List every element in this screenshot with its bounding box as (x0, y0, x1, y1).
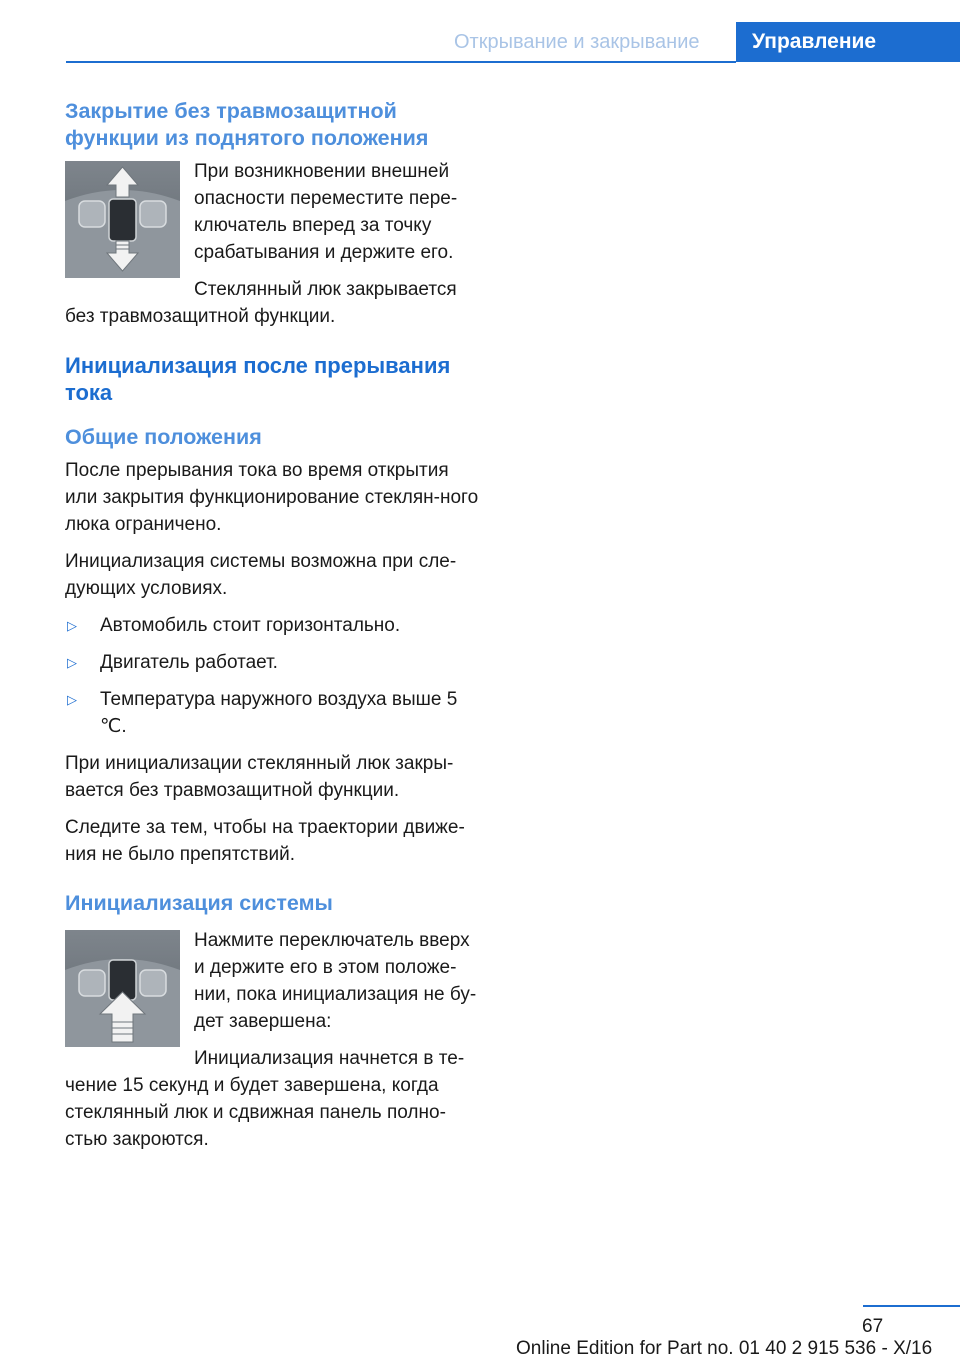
header-divider (66, 61, 736, 63)
edition-footer: Online Edition for Part no. 01 40 2 915 536 - X/16 (516, 1338, 933, 1359)
switch-up-drawing (65, 930, 180, 1047)
paragraph-general-4: Следите за тем, чтобы на траектории движе-ния не было препятствий. (65, 817, 465, 865)
triangle-bullet-icon: ▷ (67, 618, 77, 633)
paragraph-general-2: Инициализация системы возможна при сле-дующих условиях. (65, 551, 457, 599)
page-number: 67 (862, 1316, 884, 1337)
switch-forward-drawing (65, 161, 180, 278)
paragraph-general-1: После прерывания тока во время открытия или закрытия функционирование стеклян-ного люка ограничено. (65, 460, 479, 535)
paragraph-general-3: При инициализации стеклянный люк закры-вается без травмозащитной функции. (65, 753, 454, 801)
conditions-list (65, 612, 480, 740)
switch-up-illustration (65, 930, 180, 1047)
paragraph-close-no-protection-2: Стеклянный люк закрывается без травмозащитной функции. (65, 279, 457, 327)
header-chapter-tab: Управление (736, 22, 960, 62)
heading-general: Общие положения (65, 425, 262, 449)
triangle-bullet-icon: ▷ (67, 655, 77, 670)
main-column (65, 98, 480, 1153)
triangle-bullet-icon: ▷ (67, 692, 77, 707)
list-item: ▷ Двигатель работает. (65, 649, 480, 676)
footer-divider (863, 1305, 960, 1307)
header-section-title: Открывание и закрывание (454, 31, 700, 53)
heading-close-without-protection: Закрытие без травмозащитной функции из поднятого положения (65, 99, 429, 150)
paragraph-close-no-protection-1: При возникновении внешней опасности переместите пере-ключатель вперед за точку срабатывания и держите его. (194, 161, 458, 263)
paragraph-system-init-1: Нажмите переключатель вверх и держите его в этом положе-нии, пока инициализация не бу-дет завершена: (194, 930, 477, 1032)
switch-forward-illustration (65, 161, 180, 278)
heading-init-after-power-loss: Инициализация после прерывания тока (65, 353, 451, 405)
list-item: ▷ Температура наружного воздуха выше 5 ℃. (65, 686, 480, 740)
paragraph-system-init-2: Инициализация начнется в те-чение 15 секунд и будет завершена, когда стеклянный люк и сдвижная панель полно-стью закроются. (65, 1048, 465, 1150)
heading-system-init: Инициализация системы (65, 891, 333, 915)
list-item: ▷ Автомобиль стоит горизонтально. (65, 612, 480, 639)
